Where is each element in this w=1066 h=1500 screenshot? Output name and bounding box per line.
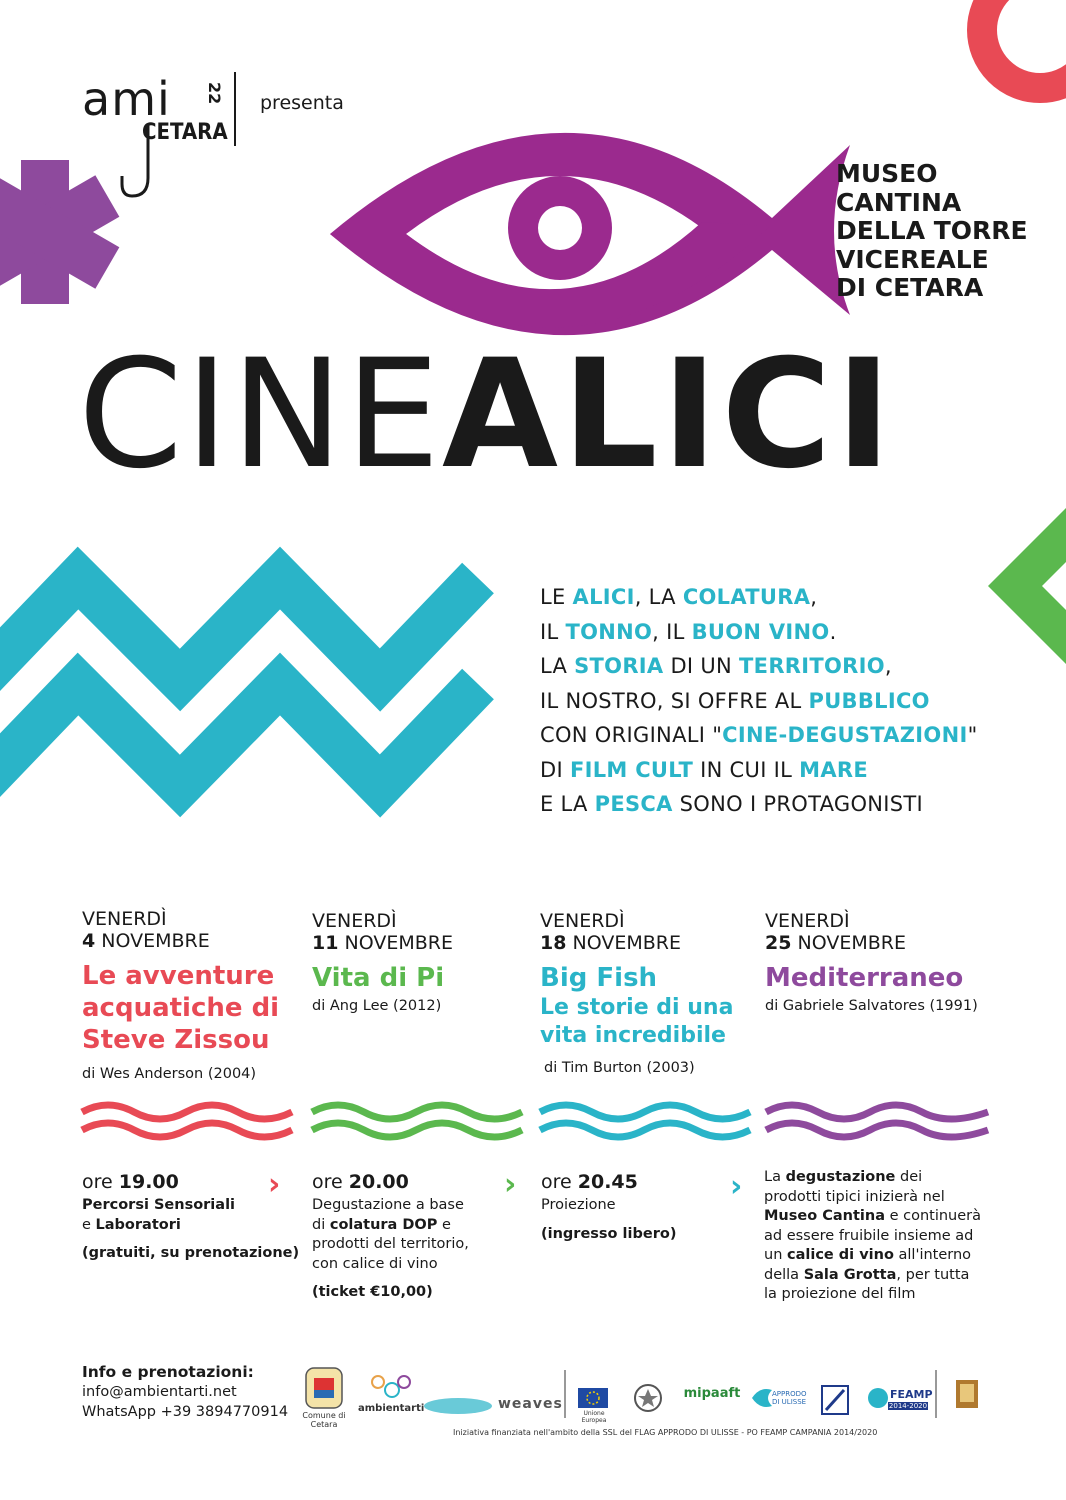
event-title: Mediterraneo: [765, 963, 964, 993]
event-credit: di Gabriele Salvatores (1991): [765, 998, 978, 1014]
arrow-icon: ›: [268, 1167, 281, 1202]
info-block: [82, 1362, 288, 1422]
sponsor-ue: Unione Europea: [581, 1410, 607, 1424]
schedule-time: ore 19.00: [82, 1171, 179, 1193]
arrow-icon: ›: [504, 1167, 517, 1202]
schedule-note: (ingresso libero): [541, 1225, 677, 1242]
intro-line: DI FILM CULT IN CUI IL MARE: [540, 757, 869, 782]
title-bold: ALICI: [441, 328, 896, 502]
email-link[interactable]: info@ambientarti.net: [82, 1384, 237, 1400]
schedule-note: (gratuiti, su prenotazione): [82, 1245, 300, 1261]
intro-text: [540, 580, 978, 822]
event-title: Big Fish: [540, 963, 658, 993]
event-subtitle: Le storie di una vita incredibile: [540, 995, 734, 1048]
venue-line: DELLA TORRE: [836, 216, 1028, 245]
funding-note: Iniziativa finanziata nell'ambito della SSL del FLAG APPRODO DI ULISSE - PO FEAMP CAMPANIA 2014/2020: [453, 1428, 878, 1437]
logo-place: CETARA: [142, 120, 228, 145]
event-day: VENERDÌ: [540, 910, 625, 932]
logo-number: 22: [205, 82, 224, 105]
page-title: [78, 328, 896, 502]
wave-red: [82, 1105, 292, 1137]
presenta-label: presenta: [260, 92, 344, 114]
event-1: [82, 908, 307, 1084]
sponsor-feamp-years: 2014-2020: [888, 1402, 928, 1410]
sponsor-mipaaft: mipaaft: [683, 1386, 741, 1401]
schedule-note: (ticket €10,00): [312, 1284, 433, 1300]
intro-line: LA STORIA DI UN TERRITORIO,: [540, 654, 892, 678]
intro-line: IL NOSTRO, SI OFFRE AL PUBBLICO: [540, 688, 930, 713]
eu-flag-icon: [578, 1388, 608, 1408]
event-day: VENERDÌ: [312, 910, 397, 932]
fish-logo-icon: [424, 1398, 492, 1414]
wave-cyan: [540, 1105, 750, 1137]
cyan-zigzag-decor: [0, 578, 478, 786]
schedule-time: ore 20.00: [312, 1171, 409, 1193]
feamp-logo-icon: [868, 1388, 888, 1408]
ambientarti-logo-icon: [372, 1376, 410, 1397]
event-title: Le avventure acquatiche di Steve Zissou: [82, 961, 280, 1055]
wave-green: [312, 1105, 522, 1137]
green-diamond-decor: [988, 508, 1066, 664]
intro-line: LE ALICI, LA COLATURA,: [540, 585, 818, 609]
event-2: [312, 910, 534, 1016]
event-date: 18 NOVEMBRE: [540, 932, 681, 954]
wave-purple: [766, 1105, 988, 1137]
event-date: 11 NOVEMBRE: [312, 932, 453, 954]
venue-line: VICEREALE: [836, 244, 989, 274]
schedule-3: ore 20.45 Proiezione (ingresso libero): [541, 1170, 721, 1244]
red-ring-decor: [982, 0, 1066, 88]
event-title: Vita di Pi: [312, 963, 445, 993]
event-credit: di Wes Anderson (2004): [82, 1066, 257, 1082]
logo-ami: ami: [82, 72, 171, 126]
event-day: VENERDÌ: [765, 910, 850, 932]
approdo-logo-icon: [752, 1389, 772, 1407]
event-credit: di Tim Burton (2003): [544, 1060, 695, 1076]
event-date: 25 NOVEMBRE: [765, 932, 906, 954]
event-3: [540, 910, 762, 1078]
sponsor-weaves: weaves: [498, 1396, 563, 1412]
arrow-icon: ›: [730, 1169, 743, 1204]
intro-line: E LA PESCA SONO I PROTAGONISTI: [540, 792, 924, 816]
sponsor-approdo: APPRODO DI ULISSE: [772, 1390, 807, 1406]
venue-block: [836, 160, 1028, 303]
info-heading: Info e prenotazioni:: [82, 1363, 254, 1381]
venue-line: CANTINA: [836, 187, 962, 217]
campania-logo-icon: [822, 1386, 848, 1414]
purple-asterisk-decor: [0, 160, 119, 304]
schedule-1: ore 19.00 Percorsi Sensoriali e Laboratori (gratuiti, su prenotazione): [82, 1170, 302, 1264]
event-4: [765, 910, 1005, 1016]
gal-logo-icon: [956, 1380, 978, 1408]
intro-line: IL TONNO, IL BUON VINO.: [540, 619, 837, 644]
event-date: 4 NOVEMBRE: [82, 930, 210, 952]
sponsor-comune: Comune di Cetara: [302, 1411, 346, 1429]
whatsapp-link[interactable]: WhatsApp +39 3894770914: [82, 1404, 289, 1420]
event-day: VENERDÌ: [82, 908, 167, 930]
venue-line: DI CETARA: [836, 273, 984, 302]
venue-line: MUSEO: [836, 159, 938, 188]
logo-divider: [234, 72, 236, 146]
event-credit: di Ang Lee (2012): [312, 998, 442, 1014]
sponsor-ambientarti: ambientarti: [358, 1403, 425, 1414]
schedule-4: La degustazione dei prodotti tipici inizierà nel Museo Cantina e continuerà ad essere fruibile insieme ad un calice di vino all'interno della Sala Grotta, per tutta la proiezione del film: [764, 1169, 982, 1302]
title-light: CINE: [78, 328, 442, 502]
intro-line: CON ORIGINALI "CINE-DEGUSTAZIONI": [540, 723, 978, 747]
italy-emblem-icon: [635, 1385, 661, 1411]
sponsor-feamp: FEAMP: [890, 1388, 933, 1401]
schedule-2: ore 20.00 Degustazione a base di colatura DOP e prodotti del territorio, con calice di vino (ticket €10,00): [312, 1170, 502, 1303]
schedule-time: ore 20.45: [541, 1171, 638, 1193]
comune-crest-icon: [306, 1368, 342, 1408]
